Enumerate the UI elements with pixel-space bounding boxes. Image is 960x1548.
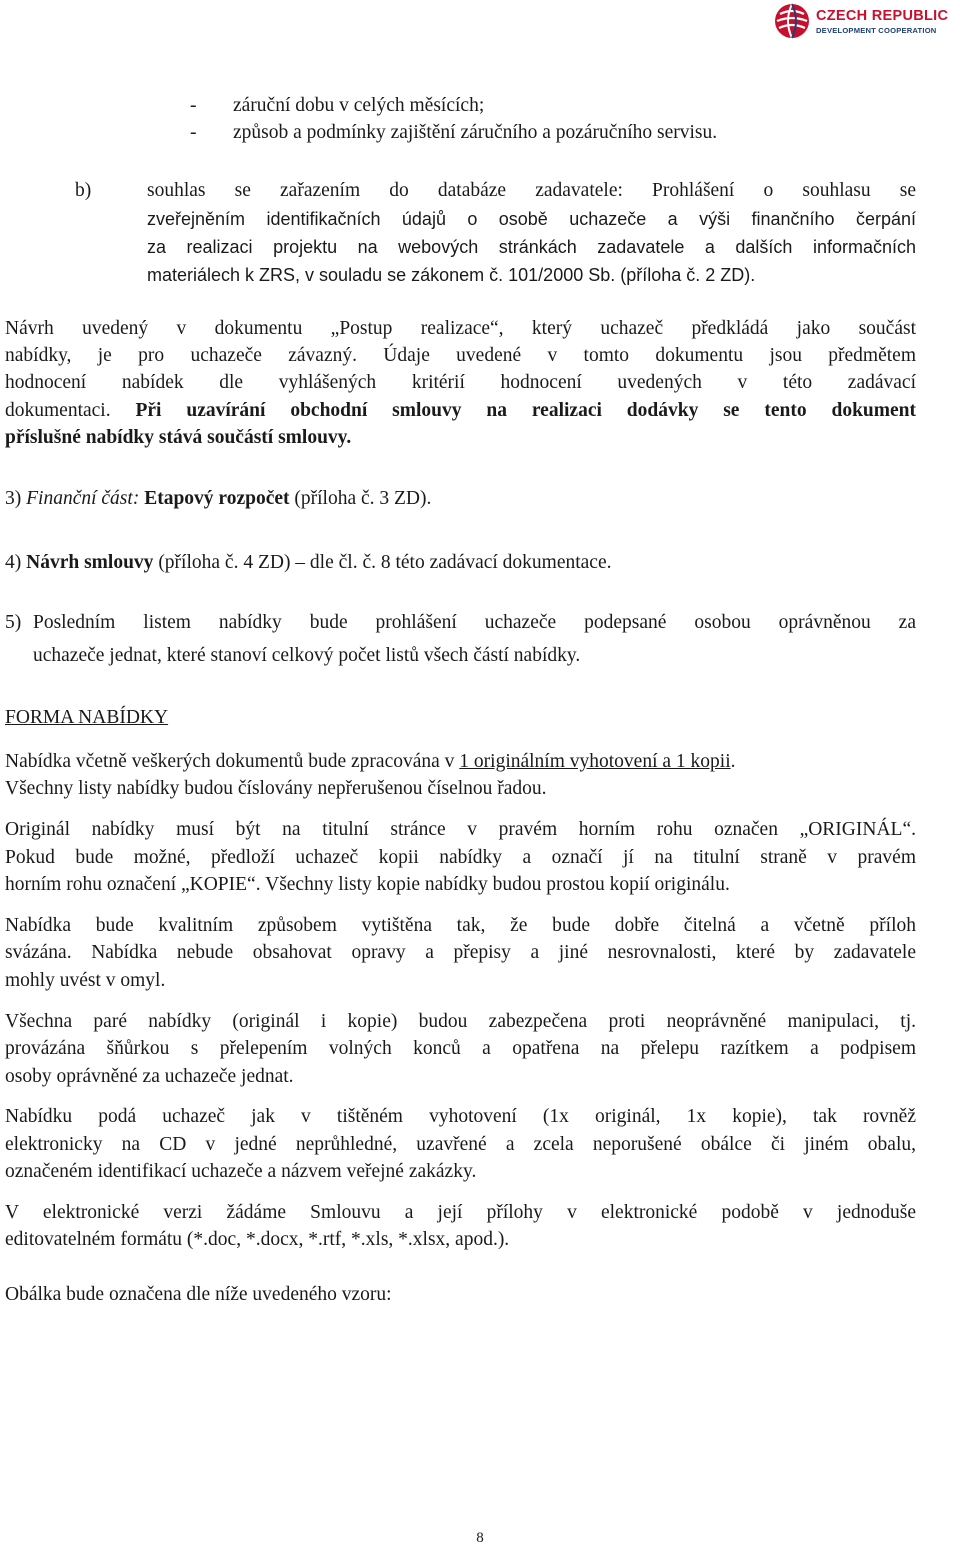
paragraph-line: editovatelném formátu (*.doc, *.docx, *.rtf, *.xls, *.xlsx, apod.). (5, 1229, 510, 1250)
item-b-label: b) (75, 180, 92, 201)
text-underlined: 1 originálním vyhotovení a 1 kopii (459, 751, 731, 772)
paragraph-line: elektronicky na CD v jedné neprůhledné, uzavřené a zcela neporušené obálce či jiném obalu, (5, 1134, 916, 1155)
section-heading: FORMA NABÍDKY (5, 707, 169, 728)
logo-subtitle: DEVELOPMENT COOPERATION (816, 26, 937, 35)
item-italic: Finanční část: (26, 488, 140, 509)
item-b-line: souhlas se zařazením do databáze zadavatele: Prohlášení o souhlasu se (147, 180, 916, 201)
item-bold: Etapový rozpočet (144, 488, 290, 509)
bullet-text: záruční dobu v celých měsících; (233, 95, 485, 116)
paragraph-line: Nabídku podá uchazeč jak v tištěném vyhotovení (1x originál, 1x kopie), tak rovněž (5, 1106, 916, 1127)
paragraph-line (5, 400, 916, 422)
item-number: 4) (5, 552, 22, 573)
text-normal: Nabídka včetně veškerých dokumentů bude zpracována v (5, 751, 460, 772)
bullet-dash: - (190, 95, 197, 116)
globe-logo-icon (772, 2, 812, 40)
paragraph-line: Nabídka bude kvalitním způsobem vytištěna tak, že bude dobře čitelná a včetně příloh (5, 915, 916, 936)
item-number: 5) (5, 612, 22, 633)
paragraph-line: označeném identifikací uchazeče a názvem veřejné zakázky. (5, 1161, 477, 1182)
paragraph-line: V elektronické verzi žádáme Smlouvu a její přílohy v elektronické podobě v jednoduše (5, 1202, 916, 1223)
paragraph-line: Návrh uvedený v dokumentu „Postup realizace“, který uchazeč předkládá jako součást (5, 318, 916, 339)
paragraph-line: Obálka bude označena dle níže uvedeného vzoru: (5, 1284, 392, 1305)
paragraph-line: Pokud bude možné, předloží uchazeč kopii nabídky a označí jí na titulní straně v pravém (5, 847, 916, 868)
item-bold: Návrh smlouvy (26, 552, 154, 573)
paragraph-line: Originál nabídky musí být na titulní stránce v pravém horním rohu označen „ORIGINÁL“. (5, 819, 916, 840)
item-4 (5, 552, 612, 574)
item-rest: (příloha č. 3 ZD). (294, 488, 432, 509)
paragraph-line: osoby oprávněné za uchazeče jednat. (5, 1066, 294, 1087)
bullet-text: způsob a podmínky zajištění záručního a pozáručního servisu. (233, 122, 718, 143)
text-normal: . (730, 751, 736, 772)
paragraph-line: nabídky, je pro uchazeče závazný. Údaje uvedené v tomto dokumentu jsou předmětem (5, 345, 916, 366)
bullet-dash: - (190, 122, 197, 143)
item-5-line: Posledním listem nabídky bude prohlášení uchazeče podepsané osobou oprávněnou za (33, 612, 916, 633)
paragraph-line-bold: příslušné nabídky stává součástí smlouvy. (5, 427, 352, 448)
paragraph-line: hodnocení nabídek dle vyhlášených kritérií hodnocení uvedených v této zadávací (5, 372, 916, 393)
paragraph-line (5, 751, 736, 773)
paragraph-line: svázána. Nabídka nebude obsahovat opravy a přepisy a jiné nesrovnalosti, které by zadavatele (5, 942, 916, 963)
paragraph-line: horním rohu označení „KOPIE“. Všechny listy kopie nabídky budou prostou kopií originálu. (5, 874, 730, 895)
paragraph-line: Všechna paré nabídky (originál i kopie) budou zabezpečena proti neoprávněné manipulaci, tj. (5, 1011, 916, 1032)
item-3 (5, 488, 431, 510)
paragraph-line: mohly uvést v omyl. (5, 970, 166, 991)
logo-title: CZECH REPUBLIC (816, 8, 949, 24)
item-number: 3) (5, 488, 22, 509)
czech-development-logo (772, 2, 954, 40)
page-number: 8 (476, 1530, 484, 1546)
item-rest: (příloha č. 4 ZD) – dle čl. č. 8 této zadávací dokumentace. (158, 552, 612, 573)
item-b-line: za realizaci projektu na webových stránkách zadavatele a dalších informačních (147, 237, 916, 257)
text-normal: dokumentaci. (5, 400, 136, 421)
item-b-line: materiálech k ZRS, v souladu se zákonem č. 101/2000 Sb. (příloha č. 2 ZD). (147, 265, 756, 285)
item-b-line: zveřejněním identifikačních údajů o osobě uchazeče a výši finančního čerpání (147, 209, 916, 229)
paragraph-line: provázána šňůrkou s přelepením volných konců a opatřena na přelepu razítkem a podpisem (5, 1038, 916, 1059)
text-bold: Při uzavírání obchodní smlouvy na realizaci dodávky se tento dokument (135, 400, 916, 421)
paragraph-line: Všechny listy nabídky budou číslovány nepřerušenou číselnou řadou. (5, 778, 547, 799)
item-5-line: uchazeče jednat, které stanoví celkový počet listů všech částí nabídky. (33, 645, 581, 666)
